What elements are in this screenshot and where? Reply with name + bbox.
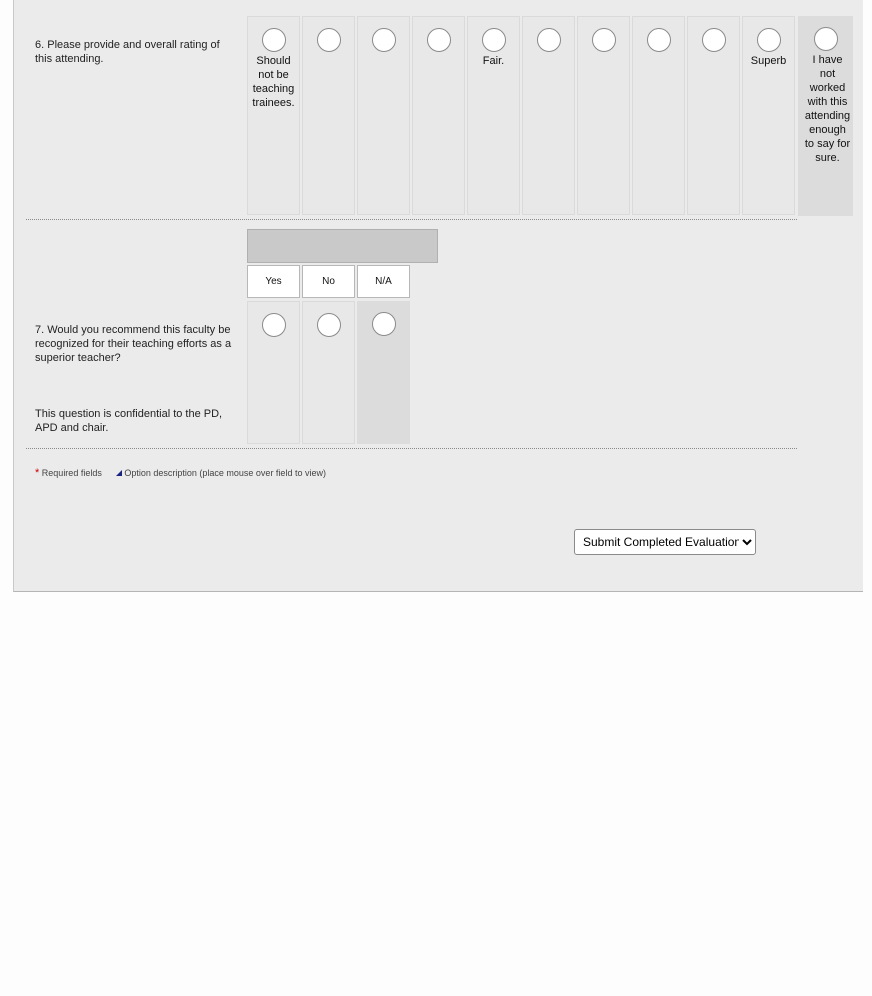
required-fields-label: Required fields: [41, 468, 102, 478]
q6-radio-3[interactable]: [372, 28, 396, 52]
q6-radio-6[interactable]: [537, 28, 561, 52]
q7-header-bar: [247, 229, 438, 263]
q6-radio-2[interactable]: [317, 28, 341, 52]
q6-option-9[interactable]: [687, 16, 740, 215]
q6-radio-7[interactable]: [592, 28, 616, 52]
q6-option-8[interactable]: [632, 16, 685, 215]
q7-column-no: No: [302, 265, 355, 298]
q6-radio-9[interactable]: [702, 28, 726, 52]
q6-radio-na[interactable]: [814, 27, 838, 51]
q6-radio-10[interactable]: [757, 28, 781, 52]
question-6-text: 6. Please provide and overall rating of this attending.: [35, 39, 220, 65]
q6-option-2[interactable]: [302, 16, 355, 215]
required-asterisk: *: [35, 467, 40, 479]
q7-column-na: N/A: [357, 265, 410, 298]
q6-option-7[interactable]: [577, 16, 630, 215]
q6-radio-5[interactable]: [482, 28, 506, 52]
q7-column-yes: Yes: [247, 265, 300, 298]
separator: [26, 219, 797, 220]
q6-radio-8[interactable]: [647, 28, 671, 52]
q6-radio-4[interactable]: [427, 28, 451, 52]
q6-option-na[interactable]: [798, 16, 853, 216]
option-description-label: Option description (place mouse over field to view): [124, 468, 326, 478]
option-description-icon: [116, 470, 122, 476]
q6-option-10-label: Superb: [750, 55, 787, 67]
legend: [35, 467, 326, 479]
q7-radio-yes[interactable]: [262, 313, 286, 337]
q7-radio-no[interactable]: [317, 313, 341, 337]
q6-option-1[interactable]: [247, 16, 300, 215]
q6-option-5-label: Fair.: [482, 55, 505, 67]
q6-radio-1[interactable]: [262, 28, 286, 52]
q7-option-na[interactable]: [357, 301, 410, 444]
q6-option-6[interactable]: [522, 16, 575, 215]
q6-option-na-label: I have not worked with this attending enough to say for sure.: [804, 54, 851, 164]
separator: [26, 448, 797, 449]
q7-radio-na[interactable]: [372, 312, 396, 336]
submit-evaluation-select[interactable]: [574, 529, 756, 555]
q6-option-4[interactable]: [412, 16, 465, 215]
evaluation-form-panel: [13, 0, 863, 592]
q6-option-3[interactable]: [357, 16, 410, 215]
q6-option-5[interactable]: [467, 16, 520, 215]
question-7-text: 7. Would you recommend this faculty be recognized for their teaching efforts as a superior teacher?: [35, 324, 232, 364]
q7-option-yes[interactable]: [247, 301, 300, 444]
q6-option-10[interactable]: [742, 16, 795, 215]
question-7-note: This question is confidential to the PD, APD and chair.: [35, 408, 223, 434]
q6-option-1-label: Should not be teaching trainees.: [252, 55, 295, 109]
q7-option-no[interactable]: [302, 301, 355, 444]
